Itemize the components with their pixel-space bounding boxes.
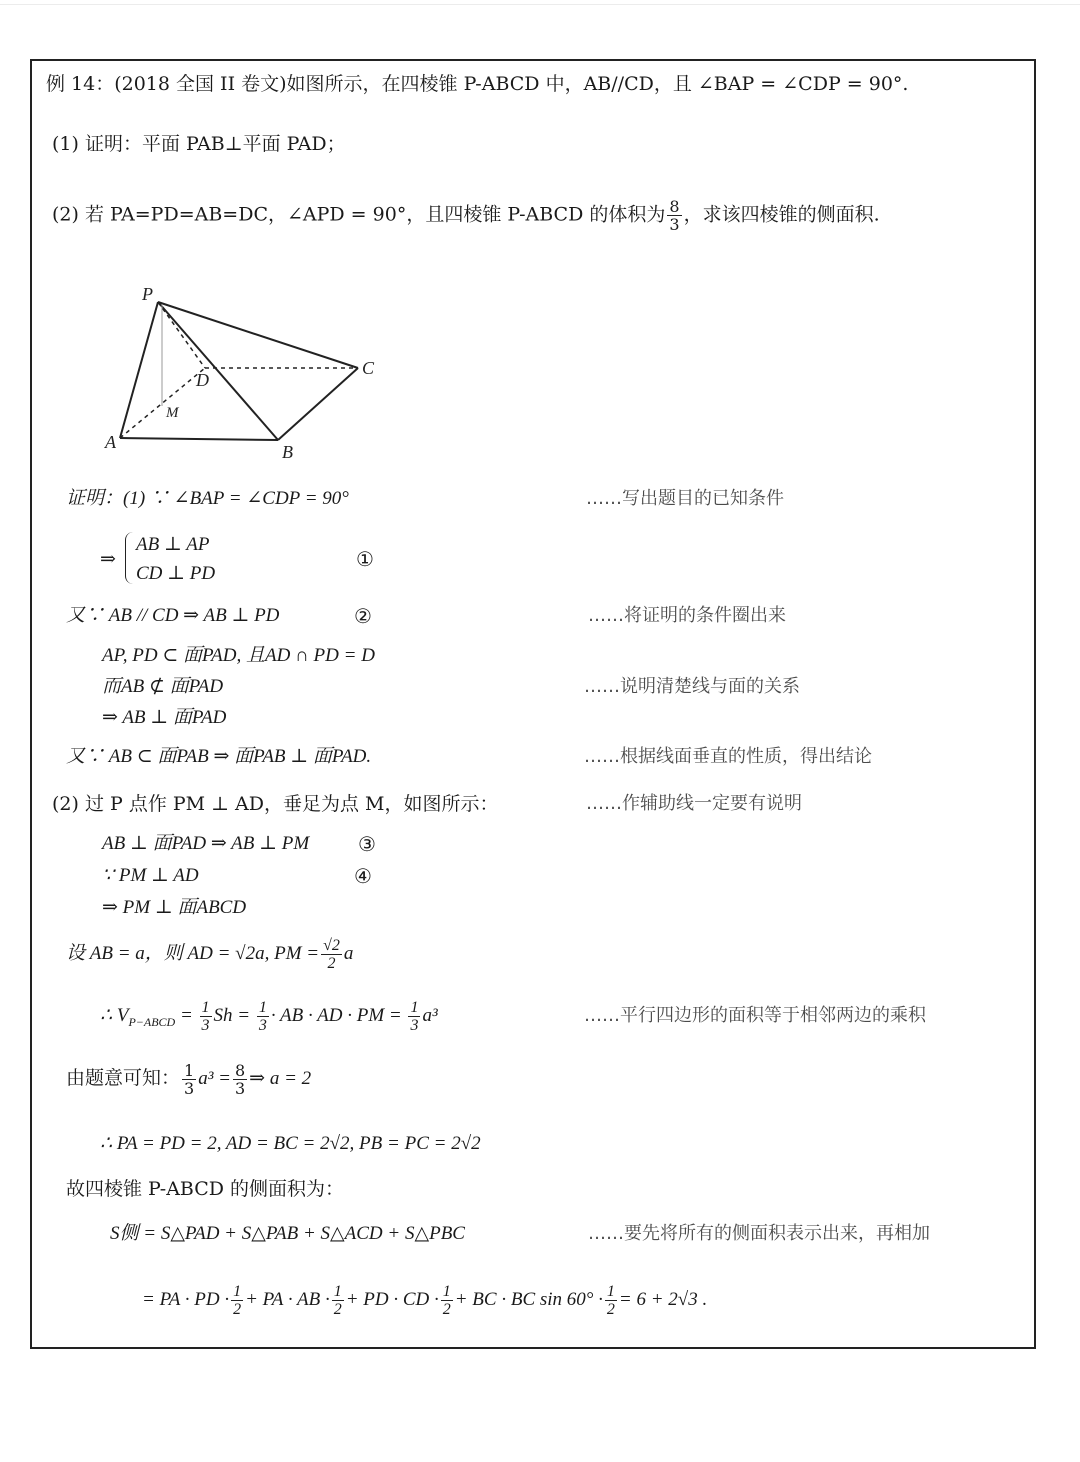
proof-line-9: AB ⊥ 面PAD ⇒ AB ⊥ PM — [102, 833, 310, 854]
note-sum-areas: ……要先将所有的侧面积表示出来，再相加 — [588, 1223, 930, 1244]
proof-line-11: ⇒ PM ⊥ 面ABCD — [102, 897, 247, 918]
proof-line-2b: CD ⊥ PD — [136, 563, 216, 584]
lateral-area-sum: S侧 = S△PAD + S△PAB + S△ACD + S△PBC — [110, 1223, 465, 1244]
proof-line-3: 又∵ AB // CD ⇒ AB ⊥ PD — [66, 605, 280, 626]
marker-1: ① — [356, 547, 374, 571]
system-brace — [125, 532, 136, 584]
marker-3: ③ — [358, 832, 376, 856]
vertex-label-a: A — [105, 432, 116, 452]
lateral-area-intro: 故四棱锥 P-ABCD 的侧面积为： — [66, 1178, 345, 1200]
problem-part-1: (1) 证明：平面 PAB⊥平面 PAD； — [52, 133, 346, 155]
note-circle-conditions: ……将证明的条件圈出来 — [588, 605, 786, 626]
note-given-conditions: ……写出题目的已知条件 — [586, 488, 784, 509]
marker-2: ② — [354, 604, 372, 628]
vertex-label-p: P — [142, 284, 153, 304]
proof-line-7: 又∵ AB ⊂ 面PAB ⇒ 面PAB ⊥ 面PAD. — [66, 746, 372, 767]
problem-part-2: (2) 若 PA=PD=AB=DC，∠APD = 90°，且四棱锥 P-ABCD 的体积为 $\frac{8}{3}$ ，求该四棱锥的侧面积. — [52, 197, 880, 234]
proof-line-6: ⇒ AB ⊥ 面PAD — [102, 707, 227, 728]
vertex-label-c: C — [362, 358, 375, 378]
vertex-label-b: B — [282, 442, 293, 462]
proof-part-2-intro: (2) 过 P 点作 PM ⊥ AD，垂足为点 M，如图所示： — [52, 793, 499, 815]
proof-line-5: 而AB ⊄ 面PAD — [102, 676, 224, 697]
vertex-label-d: D — [196, 370, 209, 390]
note-line-plane-relation: ……说明清楚线与面的关系 — [584, 676, 800, 697]
pm-fraction: $\frac{√2}{2}$ — [323, 937, 340, 973]
implies-arrow: ⇒ — [100, 548, 116, 570]
marker-4: ④ — [354, 864, 372, 888]
proof-line-15: ∴ PA = PD = 2, AD = BC = 2√2, PB = PC = 2√2 — [100, 1133, 481, 1154]
proof-line-2a: AB ⊥ AP — [136, 534, 210, 555]
proof-line-14: 由题意可知： $\frac{1}{3}$ a³ = $\frac{8}{3}$ ⇒ a = 2 — [66, 1060, 312, 1098]
proof-line-1: 证明：(1) ∵ ∠BAP = ∠CDP = 90° — [66, 488, 349, 509]
volume-fraction: $\frac{8}{3}$ — [669, 197, 680, 234]
note-parallelogram-area: ……平行四边形的面积等于相邻两边的乘积 — [584, 1005, 926, 1026]
proof-line-4: AP, PD ⊂ 面PAD, 且AD ∩ PD = D — [102, 645, 375, 666]
top-rule — [0, 4, 1080, 5]
lateral-area-result: = PA · PD · $\frac{1}{2}$ + PA · AB · $\frac{1}{2}$ + PD · CD · $\frac{1}{2}$ + BC · BC sin 60° · $\frac{1}{2}$ = 6 + 2√3 . — [142, 1283, 708, 1319]
point-label-m: M — [166, 405, 179, 421]
proof-line-10: ∵ PM ⊥ AD — [102, 865, 199, 886]
proof-line-12: 设 AB = a，则 AD = √2a, PM = $\frac{√2}{2}$ a — [66, 937, 354, 973]
problem-header: 例 14：(2018 全国 II 卷文)如图所示，在四棱锥 P-ABCD 中，AB//CD，且 ∠BAP = ∠CDP = 90°. — [46, 73, 909, 95]
volume-formula: ∴ $V_{P-ABCD}$ = $\frac{1}{3}$ Sh = $\frac{1}{3}$ · AB · AD · PM = $\frac{1}{3}$ a³ — [100, 999, 438, 1035]
note-auxiliary-line: ……作辅助线一定要有说明 — [586, 793, 802, 814]
pyramid-figure — [100, 282, 400, 462]
note-conclusion: ……根据线面垂直的性质，得出结论 — [584, 746, 872, 767]
